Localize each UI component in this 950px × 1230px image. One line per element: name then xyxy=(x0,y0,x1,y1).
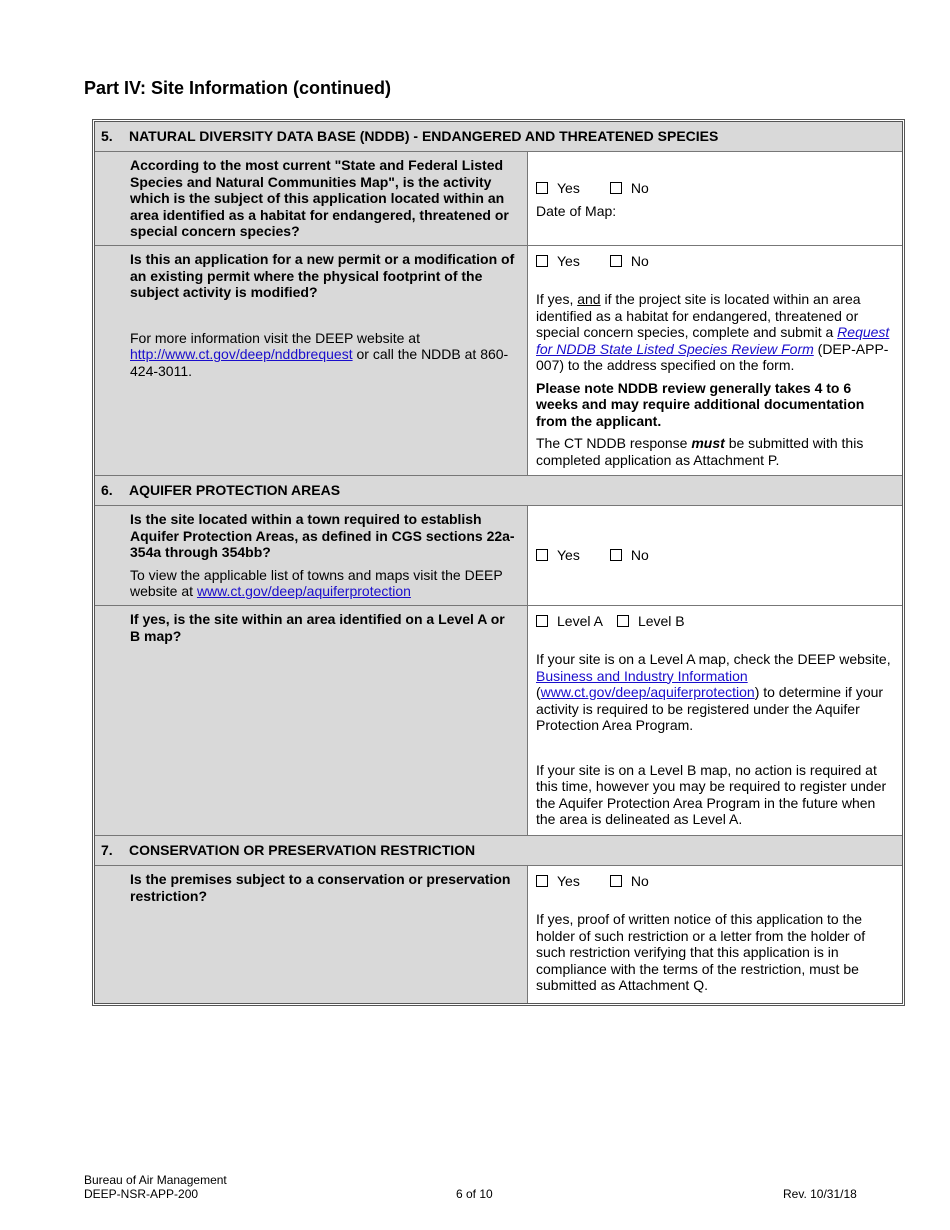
yes-no-group xyxy=(536,178,896,198)
yes-no-group xyxy=(536,871,896,891)
page-title: Part IV: Site Information (continued) xyxy=(84,78,392,98)
no-checkbox[interactable] xyxy=(610,255,622,267)
site-information-form xyxy=(92,119,905,1006)
question-text: Is the premises subject to a conservation or preservation restriction? xyxy=(130,871,511,904)
no-option[interactable] xyxy=(610,180,649,197)
no-option[interactable] xyxy=(610,547,649,564)
question-text: If yes, is the site within an area identified on a Level A or B map? xyxy=(130,611,505,644)
yes-option[interactable] xyxy=(536,547,580,564)
level-b-option[interactable] xyxy=(617,613,685,630)
question-text: According to the most current "State and Federal Listed Species and Natural Communities Map", is the activity which is the subject of this application located within an area identified as a habitat for endangered, threatened or special concern species? xyxy=(130,157,509,239)
section-number: 7. xyxy=(101,842,113,859)
yes-checkbox[interactable] xyxy=(536,255,548,267)
level-a-label: Level A xyxy=(557,612,603,629)
nddb-review-note: Please note NDDB review generally takes 4 to 6 weeks and may require additional documentation from the applicant. xyxy=(536,379,865,429)
response-text: The CT NDDB response xyxy=(536,435,692,451)
level-a-instructions-2: ) to determine if your activity is required to be registered under the Aquifer Protection Area Program. xyxy=(536,684,884,733)
conservation-ifyes-text: If yes, proof of written notice of this application to the holder of such restriction or a letter from the holder of such restriction verifying that this application is in compliance with the terms of the restriction, must be submitted as Attachment Q. xyxy=(536,911,866,993)
question-cell xyxy=(95,866,528,1003)
date-of-map-label: Date of Map: xyxy=(536,203,617,219)
yes-option[interactable] xyxy=(536,180,580,197)
business-industry-link[interactable]: Business and Industry Information xyxy=(536,667,748,684)
no-label: No xyxy=(630,252,649,269)
info-phone-text: or call the NDDB at 860-424-3011. xyxy=(130,346,509,379)
no-checkbox[interactable] xyxy=(610,875,622,887)
answer-cell xyxy=(528,152,902,245)
no-label: No xyxy=(630,179,649,196)
page-number: 6 of 10 xyxy=(456,1187,493,1201)
footer-left xyxy=(84,1173,227,1201)
question-cell xyxy=(95,246,528,475)
no-option[interactable] xyxy=(610,873,649,890)
yes-label: Yes xyxy=(557,546,580,563)
response-text-2: be submitted with this completed application as Attachment P. xyxy=(536,435,864,468)
form-id: DEEP-NSR-APP-200 xyxy=(84,1187,199,1201)
yes-option[interactable] xyxy=(536,253,580,270)
yes-checkbox[interactable] xyxy=(536,182,548,194)
must-text: must xyxy=(691,435,725,451)
ifyes-text-3: (DEP-APP-007) to the address specified on the form. xyxy=(536,340,889,373)
aquifer-view-text xyxy=(130,567,517,600)
nddb-review-form-link[interactable]: Request for NDDB State Listed Species Review Form xyxy=(536,324,890,357)
no-checkbox[interactable] xyxy=(610,182,622,194)
level-a-text xyxy=(536,651,896,734)
nddb-request-link[interactable]: http://www.ct.gov/deep/nddbrequest xyxy=(130,346,353,362)
section-title: AQUIFER PROTECTION AREAS xyxy=(129,482,341,499)
nddb-response-text xyxy=(536,435,896,468)
no-label: No xyxy=(630,546,649,563)
bureau-name: Bureau of Air Management xyxy=(84,1173,227,1187)
aquifer-level-question-row xyxy=(95,606,902,836)
yes-label: Yes xyxy=(557,179,580,196)
nddb-habitat-question-row xyxy=(95,152,902,246)
level-b-label: Level B xyxy=(637,612,685,629)
yes-option[interactable] xyxy=(536,873,580,890)
ifyes-text-2: if the project site is located within an area identified as a habitat for endangered, threatened or special concern species, complete and submit a xyxy=(536,291,861,340)
aquifer-protection-link[interactable]: www.ct.gov/deep/aquiferprotection xyxy=(196,583,411,599)
section-number: 6. xyxy=(101,482,113,499)
yes-label: Yes xyxy=(557,872,580,889)
level-a-option[interactable] xyxy=(536,613,603,630)
question-cell xyxy=(95,606,528,835)
answer-cell xyxy=(528,246,902,475)
section-5-header xyxy=(95,122,902,152)
section-title: NATURAL DIVERSITY DATA BASE (NDDB) - ENDANGERED AND THREATENED SPECIES xyxy=(129,128,719,145)
yes-checkbox[interactable] xyxy=(536,875,548,887)
section-6-header xyxy=(95,476,902,506)
yes-no-group xyxy=(536,251,896,271)
info-text: For more information visit the DEEP website at xyxy=(130,329,420,346)
question-cell xyxy=(95,152,528,245)
section-number: 5. xyxy=(101,128,113,145)
level-a-instructions: If your site is on a Level A map, check the DEEP website, xyxy=(536,651,891,667)
aquifer-town-question-row xyxy=(95,506,902,606)
paren-text: ( xyxy=(536,684,541,700)
no-checkbox[interactable] xyxy=(610,549,622,561)
section-7-header xyxy=(95,836,902,866)
yes-label: Yes xyxy=(557,252,580,269)
answer-cell xyxy=(528,506,902,605)
answer-cell xyxy=(528,606,902,835)
level-group xyxy=(536,611,896,631)
aquifer-protection-link-2[interactable]: www.ct.gov/deep/aquiferprotection xyxy=(540,684,755,700)
nddb-ifyes-text xyxy=(536,291,896,374)
and-text: and xyxy=(577,291,601,307)
yes-checkbox[interactable] xyxy=(536,549,548,561)
level-b-checkbox[interactable] xyxy=(617,615,629,627)
answer-cell xyxy=(528,866,902,1003)
question-cell xyxy=(95,506,528,605)
conservation-question-row xyxy=(95,866,902,1003)
question-text: Is this an application for a new permit or a modification of an existing permit where the physical footprint of the subject activity is modified? xyxy=(130,251,515,300)
revision-date: Rev. 10/31/18 xyxy=(783,1187,857,1201)
yes-no-group xyxy=(536,545,896,565)
nddb-info-text xyxy=(130,330,517,380)
section-title: CONSERVATION OR PRESERVATION RESTRICTION xyxy=(129,842,476,859)
no-label: No xyxy=(630,872,649,889)
ifyes-text: If yes, xyxy=(536,291,578,307)
question-text: Is the site located within a town required to establish Aquifer Protection Areas, as defined in CGS sections 22a-354a through 354bb? xyxy=(130,511,515,560)
level-a-checkbox[interactable] xyxy=(536,615,548,627)
nddb-permit-question-row xyxy=(95,246,902,476)
level-b-text: If your site is on a Level B map, no action is required at this time, however you may be required to register under the Aquifer Protection Area Program in the future when the area is delineated as Level A. xyxy=(536,761,887,827)
view-text: To view the applicable list of towns and maps visit the DEEP website at xyxy=(130,566,503,599)
no-option[interactable] xyxy=(610,253,649,270)
